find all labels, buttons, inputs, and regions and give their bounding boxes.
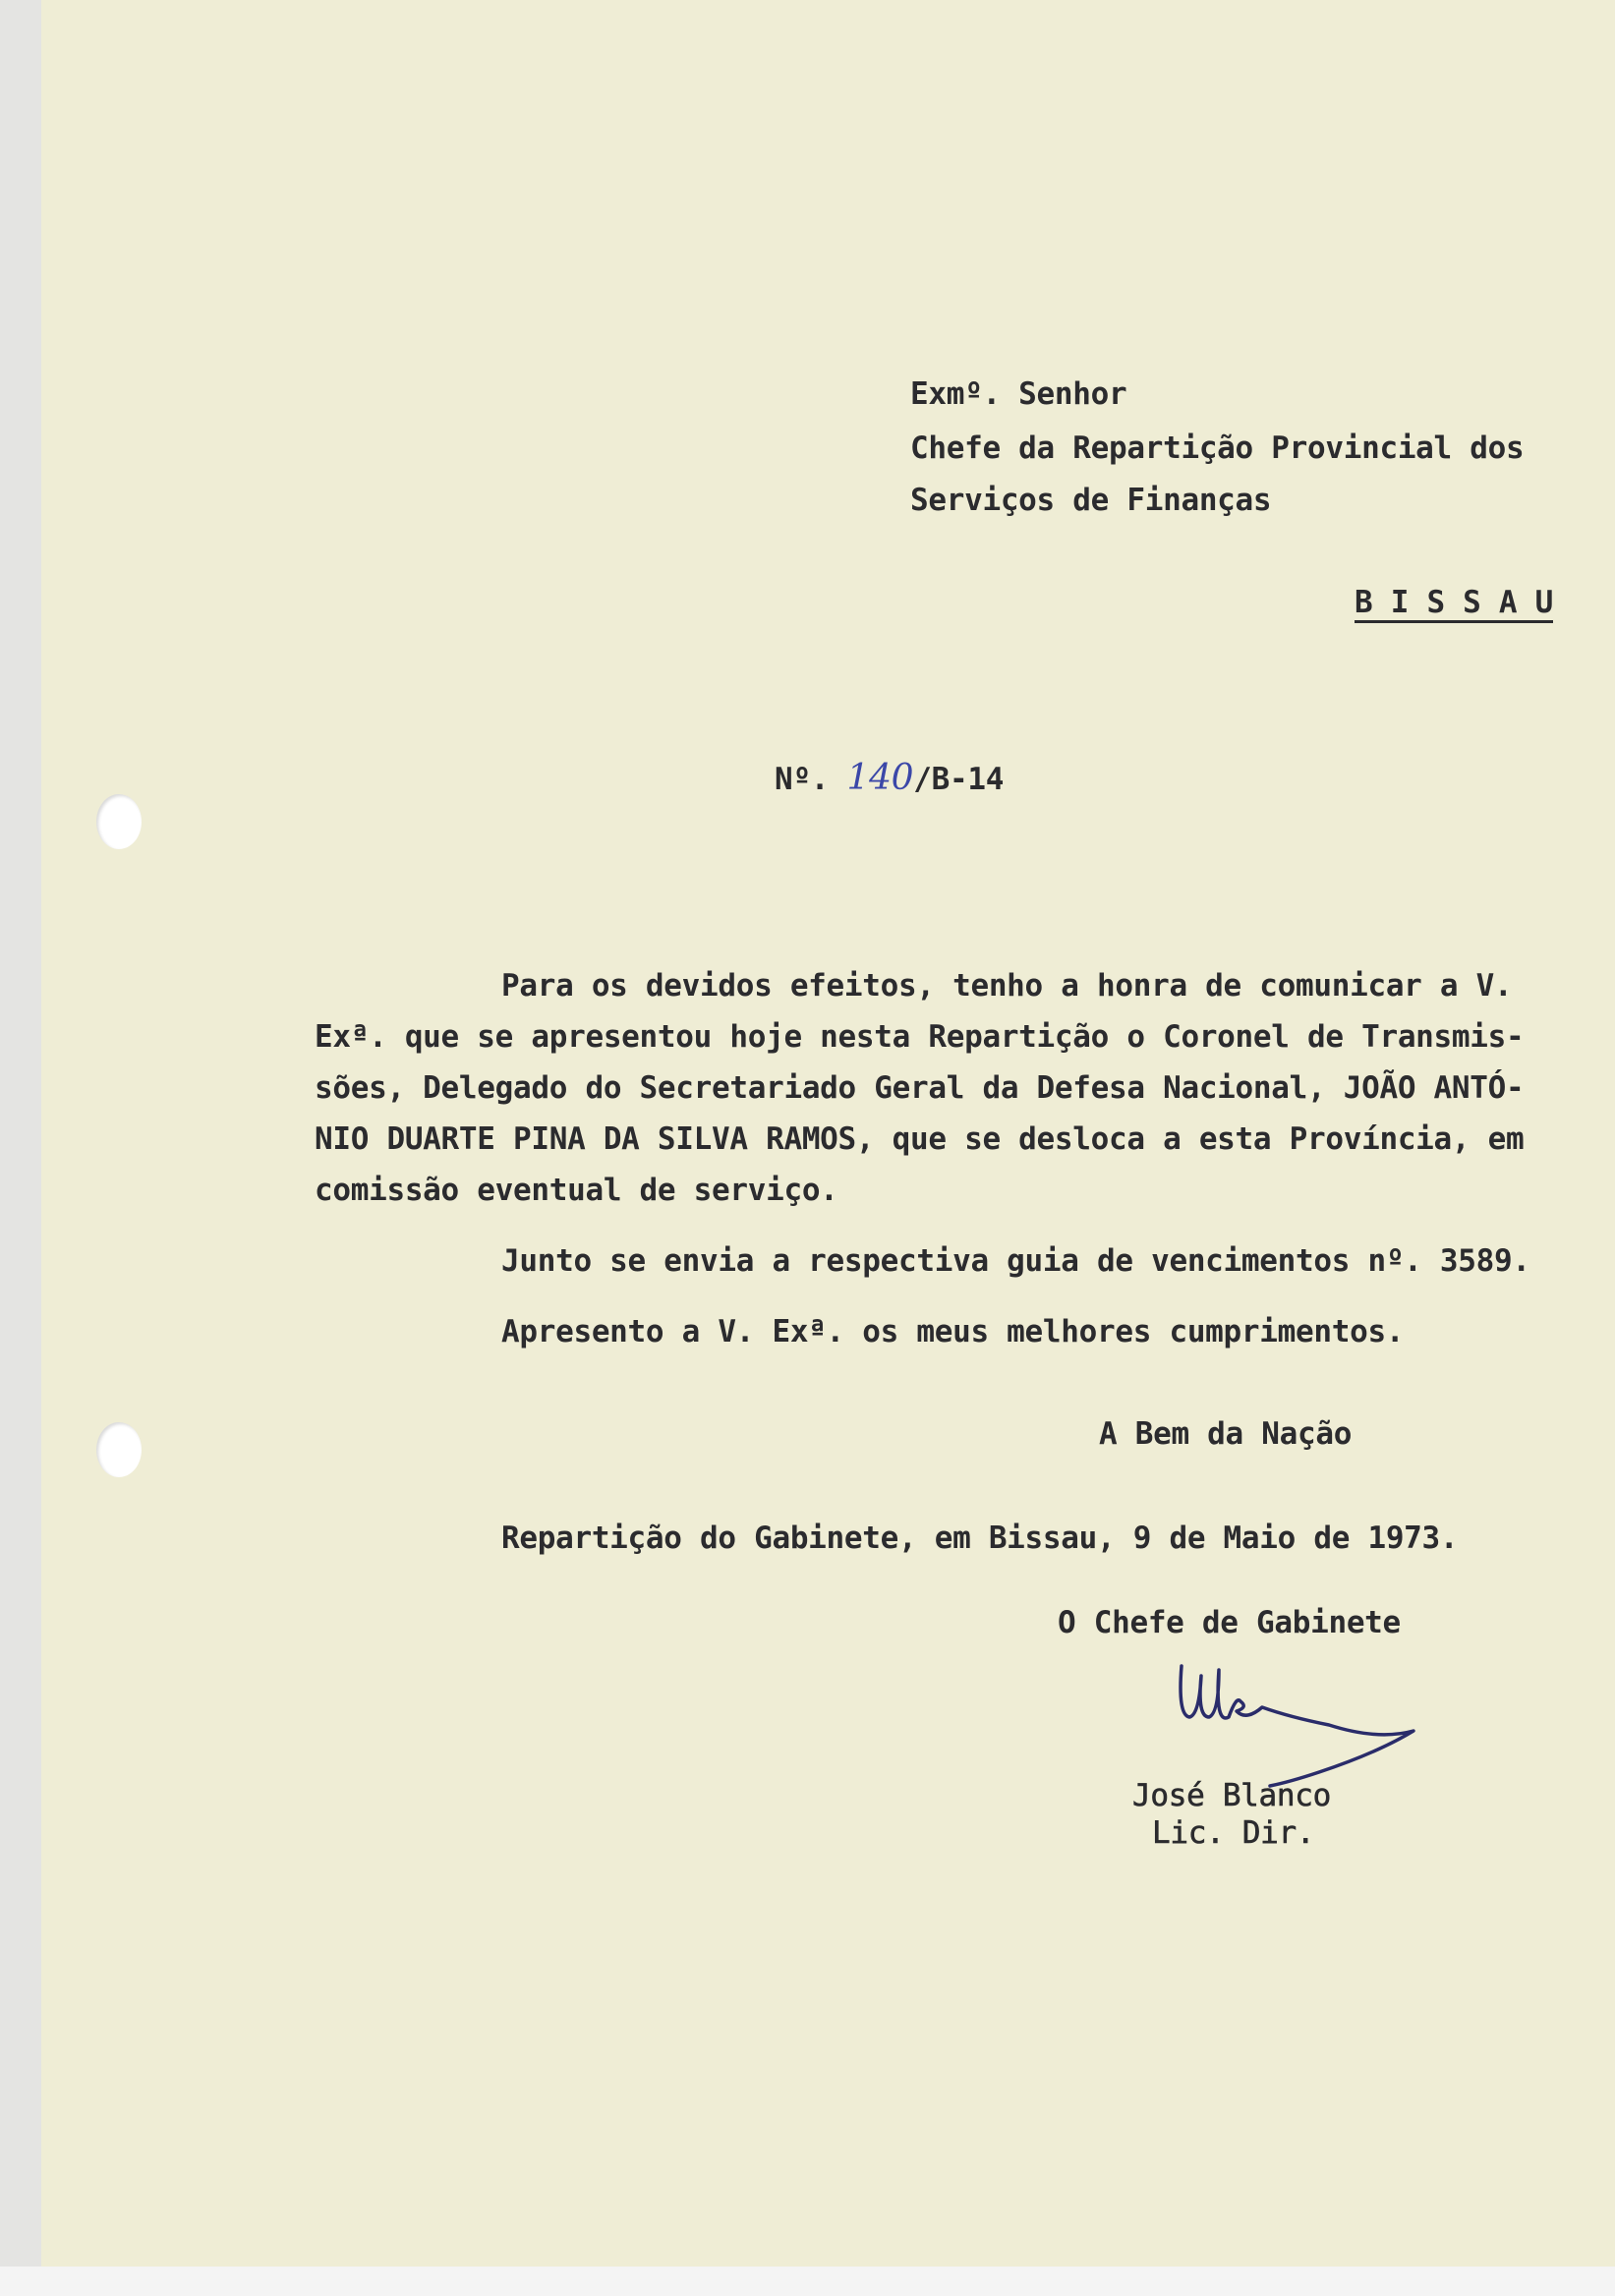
addressee-salutation: Exmº. Senhor <box>910 376 1127 412</box>
addressee-city: B I S S A U <box>1355 585 1553 620</box>
signatory-name: José Blanco <box>1132 1778 1331 1813</box>
punch-hole-top <box>96 794 142 849</box>
body-paragraph-3: Apresento a V. Exª. os meus melhores cumprimentos. <box>501 1314 1405 1349</box>
closing-place-date: Repartição do Gabinete, em Bissau, 9 de Maio de 1973. <box>501 1521 1459 1556</box>
signatory-title: Lic. Dir. <box>1152 1815 1315 1851</box>
body-paragraph-2: Junto se envia a respectiva guia de vencimentos nº. 3589. <box>501 1243 1530 1279</box>
body-line-5: comissão eventual de serviço. <box>315 1173 838 1208</box>
reference-prefix: Nº. <box>775 762 830 797</box>
scan-margin <box>0 2267 1615 2296</box>
body-line-3: sões, Delegado do Secretariado Geral da Defesa Nacional, JOÃO ANTÓ- <box>315 1070 1525 1106</box>
punch-hole-bottom <box>96 1422 142 1477</box>
body-line-4: NIO DUARTE PINA DA SILVA RAMOS, que se desloca a esta Província, em <box>315 1121 1525 1157</box>
addressee-line-2: Serviços de Finanças <box>910 483 1272 518</box>
reference-suffix: /B-14 <box>913 762 1005 797</box>
document-page <box>41 0 1615 2267</box>
addressee-line-1: Chefe da Repartição Provincial dos <box>910 430 1525 466</box>
reference-number <box>775 758 1005 798</box>
closing-role: O Chefe de Gabinete <box>1058 1605 1401 1640</box>
reference-handwritten-number: 140 <box>846 758 914 798</box>
body-line-2: Exª. que se apresentou hoje nesta Repartição o Coronel de Transmis- <box>315 1019 1525 1055</box>
closing-motto: A Bem da Nação <box>1099 1416 1353 1452</box>
body-line-1: Para os devidos efeitos, tenho a honra de comunicar a V. <box>501 968 1513 1004</box>
